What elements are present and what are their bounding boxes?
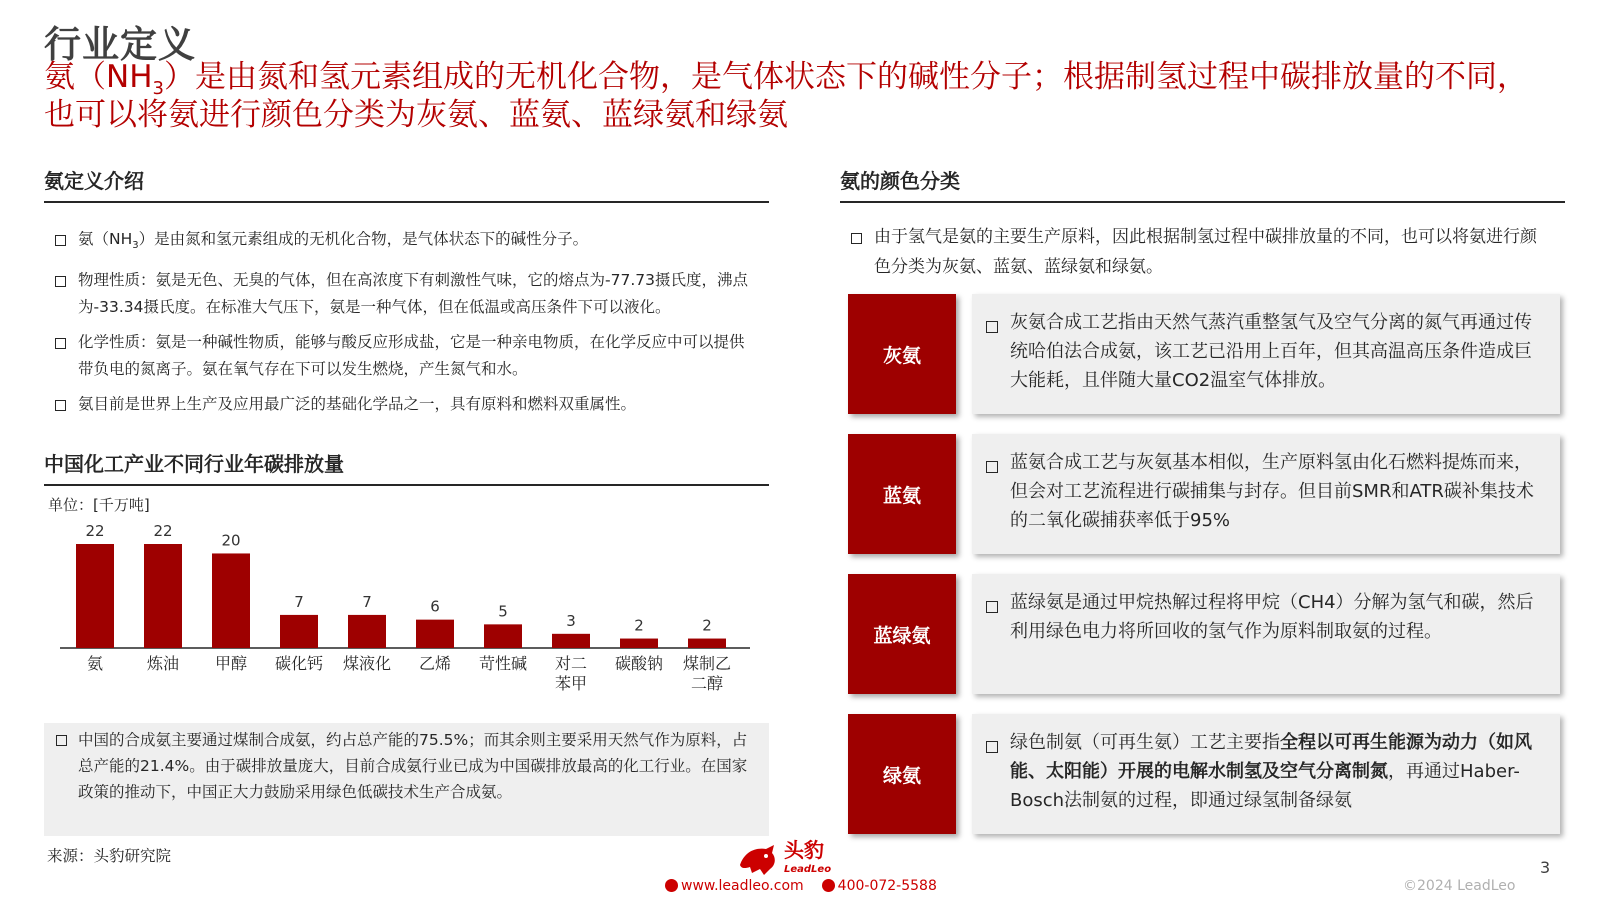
headline-part1: 氨（NH (44, 59, 153, 95)
class-description (972, 714, 1560, 834)
color-class-intro: 由于氢气是氨的主要生产原料，因此根据制氢过程中碳排放量的不同，也可以将氨进行颜色分类为灰氨、蓝氨、蓝绿氨和绿氨。 (848, 222, 1548, 282)
class-tag: 灰氨 (848, 294, 956, 414)
category-label: 碳酸钠 (614, 654, 664, 673)
class-row-gray (848, 294, 1560, 414)
class-row-turquoise (848, 574, 1560, 694)
bullet1-part1: 氨（NH (78, 230, 133, 248)
copyright: ©2024 LeadLeo (1403, 878, 1516, 894)
category-label: 二醇 (690, 674, 724, 693)
definition-list (52, 226, 757, 426)
website-link[interactable] (665, 878, 804, 894)
green-text-a: 绿色制氨（可再生氨）工艺主要指 (1010, 732, 1280, 753)
chart-unit: 单位：[千万吨] (48, 496, 150, 514)
category-label: 煤液化 (342, 654, 392, 673)
bar-value-label: 3 (566, 611, 576, 630)
bar-煤制乙二醇 (688, 639, 726, 648)
class-description: 灰氨合成工艺指由天然气蒸汽重整氢气及空气分离的氮气再通过传统哈伯法合成氨，该工艺已沿用上百年，但其高温高压条件造成巨大能耗，且伴随大量CO2温室气体排放。 (972, 294, 1560, 414)
bar-碳酸钠 (620, 639, 658, 648)
category-label: 乙烯 (418, 654, 452, 673)
bar-value-label: 6 (430, 597, 440, 616)
bar-炼油 (144, 544, 182, 648)
chart-heading: 中国化工产业不同行业年碳排放量 (44, 448, 769, 486)
bar-value-label: 22 (153, 522, 173, 540)
phone-contact (822, 878, 937, 894)
green-text-emphasis: 全程以可再生能源为动力（如风能、太阳能）开展的电解水制氢及空气分离制氮 (1010, 732, 1532, 782)
class-tag: 蓝氨 (848, 434, 956, 554)
logo-name: 头豹 (784, 838, 824, 862)
bar-煤液化 (348, 615, 386, 648)
logo-sub: LeadLeo (784, 864, 832, 875)
bullet1-subscript: 3 (132, 240, 139, 252)
category-label: 对二 (554, 654, 588, 673)
bar-value-label: 7 (362, 592, 372, 611)
headline-part2: ）是由氮和氢元素组成的无机化合物，是气体状态下的碱性分子；根据制氢过程中碳排放量的不同，也可以将氨进行颜色分类为灰氨、蓝氨、蓝绿氨和绿氨 (44, 59, 1528, 133)
chart-note: 中国的合成氨主要通过煤制合成氨，约占总产能的75.5%；而其余则主要采用天然气作为原料，占总产能的21.4%。由于碳排放量庞大，目前合成氨行业已成为中国碳排放最高的化工行业。在国家政策的推动下，中国正大力鼓励采用绿色低碳技术生产合成氨。 (44, 723, 769, 836)
source-label: 来源：头豹研究院 (47, 847, 172, 865)
category-label: 甲醇 (214, 654, 248, 673)
bar-氨 (76, 544, 114, 648)
headline (44, 58, 1544, 134)
page-title: 行业定义 (44, 23, 196, 66)
category-label: 煤制乙 (682, 654, 732, 673)
bar-对二苯甲 (552, 634, 590, 648)
bar-乙烯 (416, 620, 454, 648)
leopard-icon (738, 843, 778, 877)
bar-value-label: 2 (634, 616, 644, 635)
bar-value-label: 22 (85, 522, 105, 540)
bar-碳化钙 (280, 615, 318, 648)
website-text: www.leadleo.com (681, 878, 804, 894)
bar-甲醇 (212, 553, 250, 648)
category-label: 氨 (86, 654, 104, 673)
bar-value-label: 5 (498, 602, 508, 621)
category-label: 苛性碱 (478, 654, 528, 673)
definition-item: 物理性质：氨是无色、无臭的气体，但在高浓度下有刺激性气味，它的熔点为-77.73摄氏度，沸点为-33.34摄氏度。在标准大气压下，氨是一种气体，但在低温或高压条件下可以液化。 (52, 267, 757, 321)
phone-text: 400-072-5588 (837, 878, 937, 894)
color-class-heading: 氨的颜色分类 (840, 165, 1565, 203)
category-label: 炼油 (146, 654, 180, 673)
logo-text (784, 840, 831, 880)
bar-value-label: 7 (294, 592, 304, 611)
definition-item: 化学性质：氨是一种碱性物质，能够与酸反应形成盐，它是一种亲电物质，在化学反应中可以提供带负电的氮离子。氨在氧气存在下可以发生燃烧，产生氮气和水。 (52, 329, 757, 383)
phone-icon (822, 879, 835, 892)
class-description: 蓝氨合成工艺与灰氨基本相似，生产原料氢由化石燃料提炼而来，但会对工艺流程进行碳捕集与封存。但目前SMR和ATR碳补集技术的二氧化碳捕获率低于95% (972, 434, 1560, 554)
bar-value-label: 20 (221, 531, 241, 550)
bullet1-part2: ）是由氮和氢元素组成的无机化合物，是气体状态下的碱性分子。 (138, 230, 589, 248)
page-number: 3 (1540, 858, 1551, 877)
definition-heading: 氨定义介绍 (44, 165, 769, 203)
class-description: 蓝绿氨是通过甲烷热解过程将甲烷（CH4）分解为氢气和碳，然后利用绿色电力将所回收的氢气作为原料制取氨的过程。 (972, 574, 1560, 694)
class-row-green (848, 714, 1560, 834)
class-tag: 蓝绿氨 (848, 574, 956, 694)
bar-苛性碱 (484, 624, 522, 648)
headline-subscript: 3 (152, 78, 164, 100)
definition-item (52, 226, 757, 259)
class-row-blue (848, 434, 1560, 554)
contact-bar (665, 878, 937, 894)
category-label: 碳化钙 (274, 654, 324, 673)
leadleo-logo (738, 840, 831, 880)
green-text-c: ，再通过Haber-Bosch法制氨的过程，即通过绿氢制备绿氨 (1010, 761, 1520, 811)
bar-value-label: 2 (702, 616, 712, 635)
definition-item: 氨目前是世界上生产及应用最广泛的基础化学品之一，具有原料和燃料双重属性。 (52, 391, 757, 418)
emission-bar-chart (60, 515, 760, 700)
globe-icon (665, 879, 678, 892)
class-tag: 绿氨 (848, 714, 956, 834)
category-label: 苯甲 (554, 674, 588, 693)
